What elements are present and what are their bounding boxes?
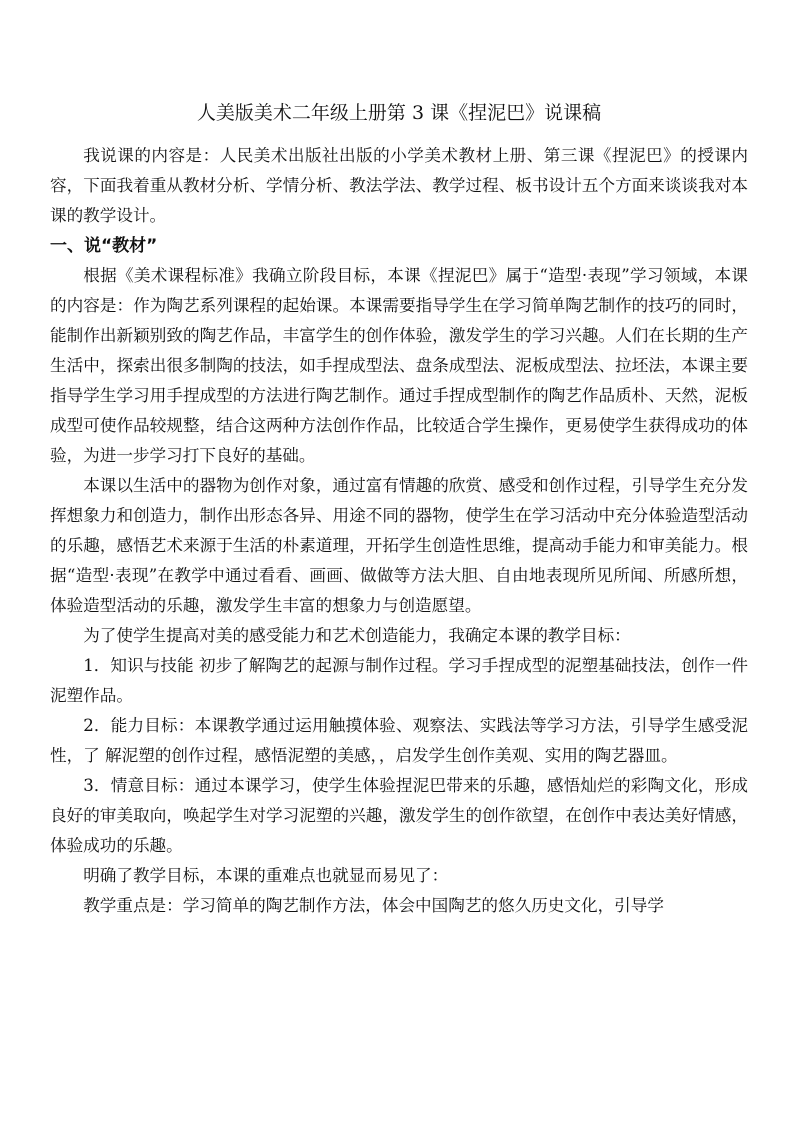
section-heading-textbook: 一、说“教材” — [50, 236, 158, 256]
paragraph-objective-emotion: 3．情意目标：通过本课学习，使学生体验捏泥巴带来的乐趣，感悟灿烂的彩陶文化，形成良好的审美取向，唤起学生对学习泥塑的兴趣，激发学生的创作欲望，在创作中表达美好情感，体验成功的乐趣。 — [50, 776, 748, 855]
document-title: 人美版美术二年级上册第 3 课《捏泥巴》说课稿 — [196, 102, 602, 124]
paragraph-objective-ability: 2．能力目标：本课教学通过运用触摸体验、观察法、实践法等学习方法，引导学生感受泥性，了 解泥塑的创作过程，感悟泥塑的美感，，启发学生创作美观、实用的陶艺器皿。 — [50, 716, 748, 765]
intro-paragraph: 我说课的内容是：人民美术出版社出版的小学美术教材上册、第三课《捏泥巴》的授课内容，下面我着重从教材分析、学情分析、教法学法、教学过程、板书设计五个方面来谈谈我对本课的教学设计。 — [50, 146, 748, 225]
paragraph-course-content: 本课以生活中的器物为创作对象，通过富有情趣的欣赏、感受和创作过程，引导学生充分发挥想象力和创造力，制作出形态各异、用途不同的器物，使学生在学习活动中充分体验造型活动的乐趣，感悟艺术来源于生活的朴素道理，开拓学生创造性思维，提高动手能力和审美能力。根据“造型·表现”在教学中通过看看、画画、做做等方法大胆、自由地表现所见所闻、所感所想，体验造型活动的乐趣，激发学生丰富的想象力与创造愿望。 — [50, 476, 748, 615]
paragraph-key-points-intro: 明确了教学目标，本课的重难点也就显而易见了： — [83, 866, 449, 885]
paragraph-textbook-analysis: 根据《美术课程标准》我确立阶段目标，本课《捏泥巴》属于“造型·表现”学习领域，本课的内容是：作为陶艺系列课程的起始课。本课需要指导学生在学习简单陶艺制作的技巧的同时，能制作出新颖别致的陶艺作品，丰富学生的创作体验，激发学生的学习兴趣。人们在长期的生产生活中，探索出很多制陶的技法，如手捏成型法、盘条成型法、泥板成型法、拉坯法，本课主要指导学生学习用手捏成型的方法进行陶艺制作。通过手捏成型制作的陶艺作品质朴、天然，泥板成型可使作品较规整，结合这两种方法创作作品，比较适合学生操作，更易使学生获得成功的体验，为进一步学习打下良好的基础。 — [50, 266, 748, 465]
paragraph-objectives-intro: 为了使学生提高对美的感受能力和艺术创造能力，我确定本课的教学目标： — [83, 626, 631, 645]
document-page — [50, 97, 748, 921]
paragraph-teaching-focus: 教学重点是：学习简单的陶艺制作方法，体会中国陶艺的悠久历史文化，引导学 — [83, 896, 664, 915]
paragraph-objective-knowledge: 1．知识与技能 初步了解陶艺的起源与制作过程。学习手捏成型的泥塑基础技法，创作一件泥塑作品。 — [50, 656, 748, 705]
